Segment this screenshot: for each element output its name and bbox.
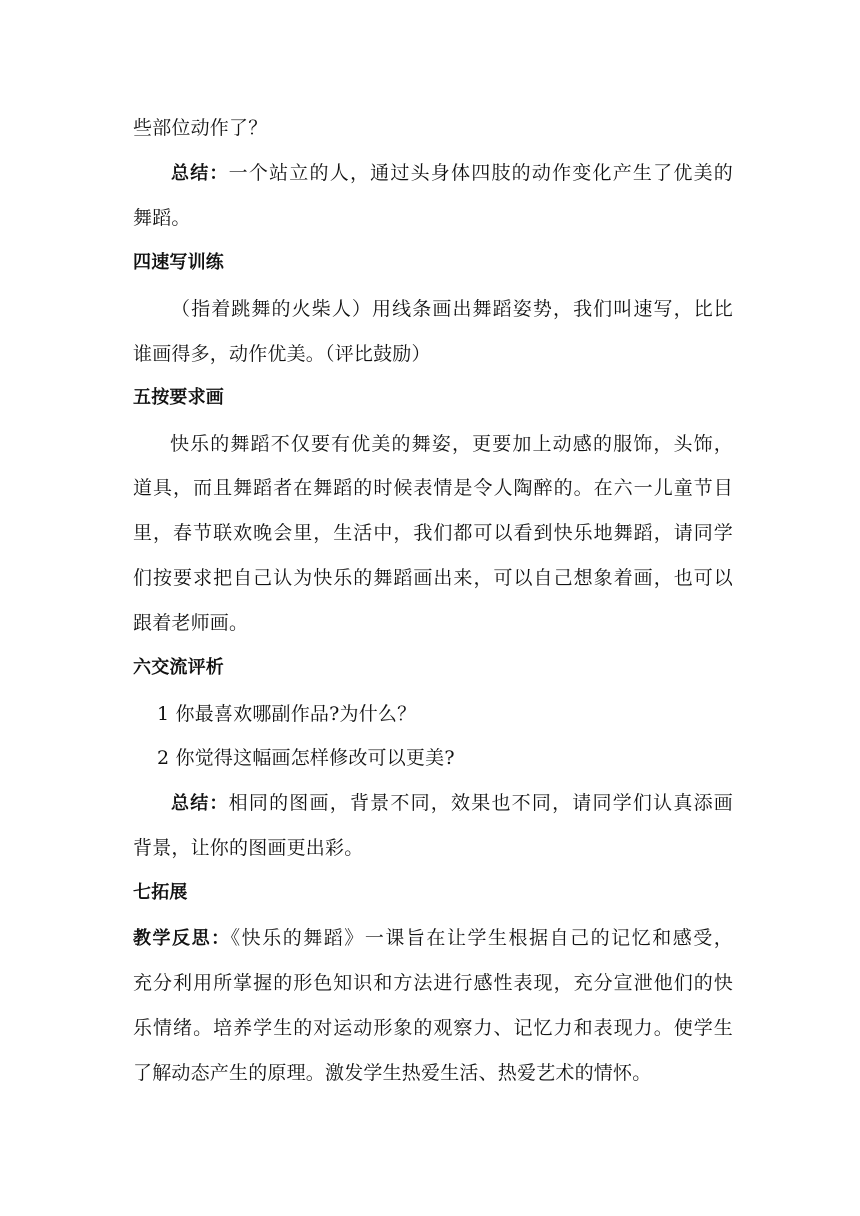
paragraph-line: （指着跳舞的火柴人）用线条画出舞蹈姿势，我们叫速写，比比: [171, 298, 733, 320]
paragraph-line: 谁画得多，动作优美。（评比鼓励）: [133, 343, 431, 365]
summary-text: 相同的图画，背景不同，效果也不同，请同学们认真添画: [228, 792, 733, 814]
paragraph-line: 乐情绪。培养学生的对运动形象的观察力、记忆力和表现力。使学生: [133, 1017, 733, 1039]
summary-label: 总结：: [171, 163, 229, 184]
summary-text: 一个站立的人，通过头身体四肢的动作变化产生了优美的: [228, 162, 733, 184]
paragraph-line: 道具，而且舞蹈者在舞蹈的时候表情是令人陶醉的。在六一儿童节目: [133, 477, 733, 499]
question-item: 1 你最喜欢哪副作品?为什么？: [157, 703, 417, 725]
reflection-text: 《快乐的舞蹈》一课旨在让学生根据自己的记忆和感受，: [230, 927, 733, 949]
section-heading-6: 六交流评析: [133, 657, 224, 678]
section-heading-4: 四速写训练: [133, 252, 224, 273]
paragraph-line: 充分利用所掌握的形色知识和方法进行感性表现，充分宣泄他们的快: [133, 972, 733, 994]
summary-label: 总结：: [171, 793, 229, 814]
reflection-label: 教学反思：: [133, 928, 231, 949]
paragraph-line: 快乐的舞蹈不仅要有优美的舞姿，更要加上动感的服饰，头饰，: [170, 433, 733, 455]
paragraph-line: 跟着老师画。: [133, 612, 249, 634]
paragraph-line: 了解动态产生的原理。激发学生热爱生活、热爱艺术的情怀。: [133, 1062, 652, 1084]
paragraph-line: 些部位动作了？: [133, 117, 268, 139]
question-item: 2 你觉得这幅画怎样修改可以更美?: [157, 747, 455, 769]
paragraph-line: 背景，让你的图画更出彩。: [133, 837, 364, 859]
section-heading-7: 七拓展: [133, 882, 188, 903]
paragraph-line: 们按要求把自己认为快乐的舞蹈画出来，可以自己想象着画，也可以: [133, 567, 733, 589]
paragraph-line: 里，春节联欢晚会里，生活中，我们都可以看到快乐地舞蹈，请同学: [133, 522, 733, 544]
reflection-paragraph: [133, 925, 733, 952]
summary-paragraph: [171, 160, 733, 187]
section-heading-5: 五按要求画: [133, 387, 224, 408]
summary-paragraph: [171, 790, 733, 817]
paragraph-line: 舞蹈。: [133, 207, 191, 229]
